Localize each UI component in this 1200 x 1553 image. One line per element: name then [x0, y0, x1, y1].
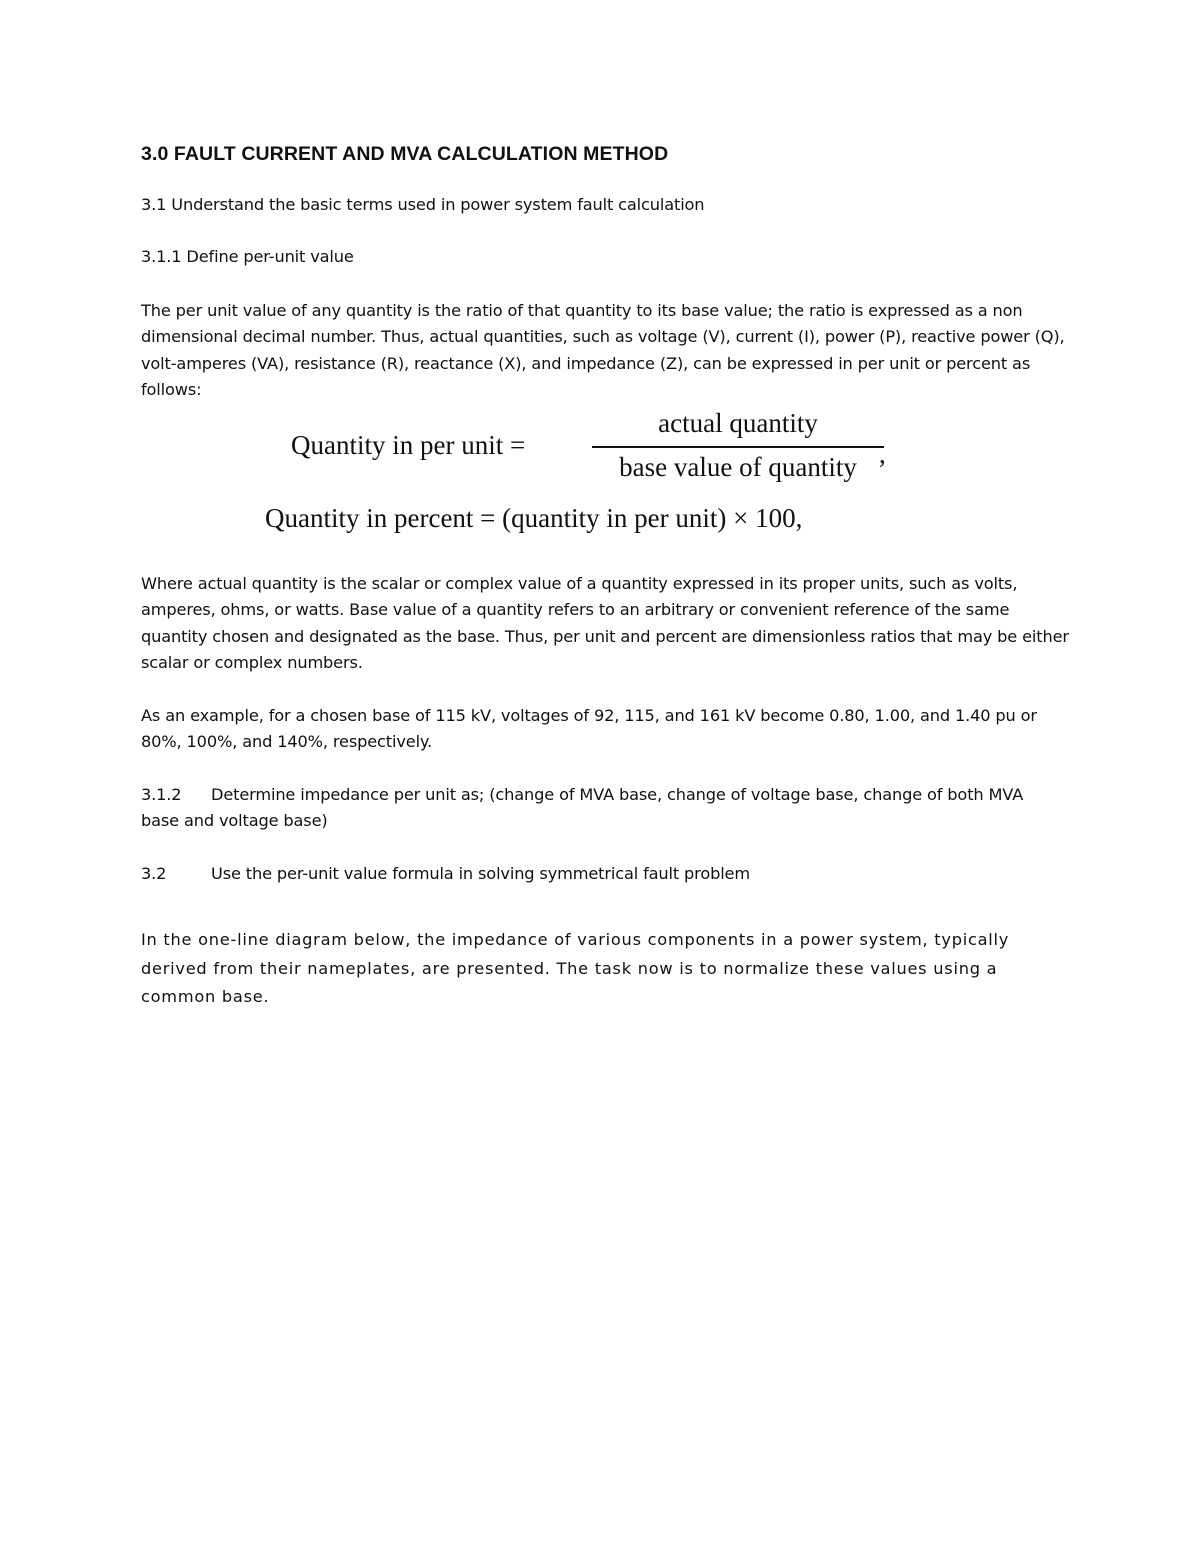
section-text: Determine impedance per unit as; (change of MVA base, change of voltage base, change of both MVA base and voltage base): [141, 785, 1024, 831]
page-title: 3.0 FAULT CURRENT AND MVA CALCULATION METHOD: [141, 143, 669, 165]
section-number: 3.2: [141, 864, 167, 883]
section-number: 3.1.2: [141, 785, 182, 804]
per-unit-formula: [0, 400, 1200, 550]
definition-paragraph: The per unit value of any quantity is the ratio of that quantity to its base value; the ratio is expressed as a non dimensional decimal number. Thus, actual quantities, such as voltage (V), current (I), power (P), reactive power (Q), volt-amperes (VA), resistance (R), reactance (X), and impedance (Z), can be expressed in per unit or percent as follows:: [141, 301, 1065, 399]
formula-percent-line: Quantity in percent = (quantity in per unit) × 100,: [265, 503, 803, 533]
formula-numerator: actual quantity: [658, 408, 818, 438]
one-line-diagram-paragraph: In the one-line diagram below, the impedance of various components in a power system, typically derived from their nameplates, are presented. The task now is to normalize these values using a common base.: [141, 930, 1010, 1006]
example-paragraph: As an example, for a chosen base of 115 kV, voltages of 92, 115, and 161 kV become 0.80, 1.00, and 1.40 pu or 80%, 100%, and 140%, respectively.: [141, 706, 1037, 752]
section-heading-3-1: 3.1 Understand the basic terms used in power system fault calculation: [141, 195, 705, 214]
formula-comma: ,: [879, 439, 886, 469]
section-heading-3-1-1: 3.1.1 Define per-unit value: [141, 247, 354, 266]
formula-denominator: base value of quantity: [619, 452, 857, 482]
fraction-bar: [592, 446, 884, 448]
section-3-1-2: [141, 782, 1041, 835]
section-3-2: [141, 861, 1071, 887]
section-text: Use the per-unit value formula in solving symmetrical fault problem: [211, 864, 750, 883]
where-paragraph: Where actual quantity is the scalar or complex value of a quantity expressed in its proper units, such as volts, amperes, ohms, or watts. Base value of a quantity refers to an arbitrary or convenient reference of the same quantity chosen and designated as the base. Thus, per unit and percent are dimensionless ratios that may be either scalar or complex numbers.: [141, 574, 1069, 672]
formula-per-unit-lhs: Quantity in per unit =: [291, 430, 526, 460]
